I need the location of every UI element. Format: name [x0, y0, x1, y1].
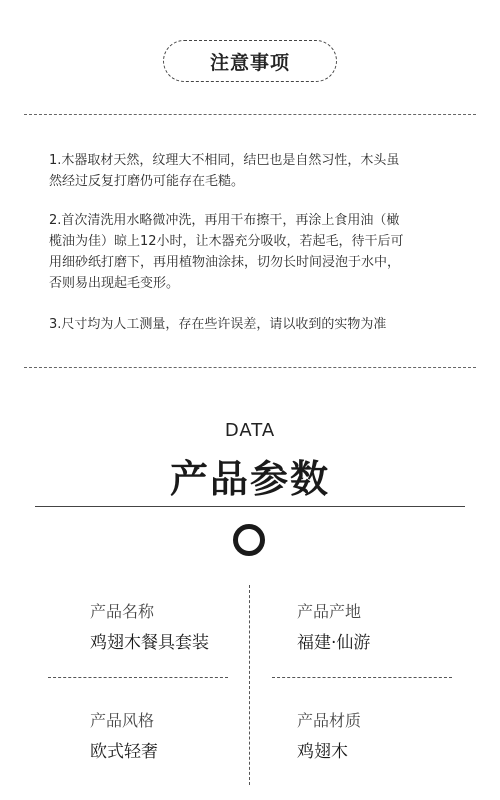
notice-line: 1.木器取材天然，纹理大不相同，结巴也是自然习性，木头虽	[49, 153, 400, 168]
param-origin	[297, 601, 370, 655]
param-value: 欧式轻奢	[90, 742, 158, 762]
grid-horizontal-divider-left	[48, 677, 228, 678]
notice-title: 注意事项	[163, 40, 337, 82]
param-value: 福建·仙游	[297, 633, 371, 653]
grid-horizontal-divider-right	[272, 677, 452, 678]
notice-item-2	[49, 210, 449, 294]
param-label: 产品产地	[297, 602, 362, 621]
section-divider-bottom	[24, 367, 476, 368]
param-material	[297, 710, 361, 764]
notice-line: 3.尺寸均为人工测量，存在些许误差，请以收到的实物为准	[49, 317, 387, 332]
param-label: 产品材质	[297, 711, 362, 730]
notice-line: 榄油为佳）晾上12小时，让木器充分吸收，若起毛，待干后可	[49, 234, 404, 249]
param-value: 鸡翅木餐具套装	[90, 633, 209, 653]
param-label: 产品风格	[90, 711, 155, 730]
notice-line: 然经过反复打磨仍可能存在毛糙。	[49, 174, 245, 189]
title-rule	[35, 506, 465, 507]
notice-line: 2.首次清洗用水略微冲洗，再用干布擦干，再涂上食用油（橄	[49, 213, 400, 228]
param-label: 产品名称	[90, 602, 155, 621]
grid-vertical-divider	[249, 585, 250, 785]
param-value: 鸡翅木	[297, 742, 348, 762]
param-product-name	[90, 601, 209, 655]
param-style	[90, 710, 158, 764]
notice-item-3	[49, 314, 449, 335]
notice-item-1	[49, 150, 449, 192]
notice-line: 用细砂纸打磨下，再用植物油涂抹，切勿长时间浸泡于水中，	[49, 255, 401, 270]
section-divider-top	[24, 114, 476, 115]
section-eyebrow: DATA	[224, 420, 276, 441]
notice-line: 否则易出现起毛变形。	[49, 276, 180, 291]
ring-icon	[233, 524, 265, 556]
section-title: 产品参数	[169, 457, 330, 501]
